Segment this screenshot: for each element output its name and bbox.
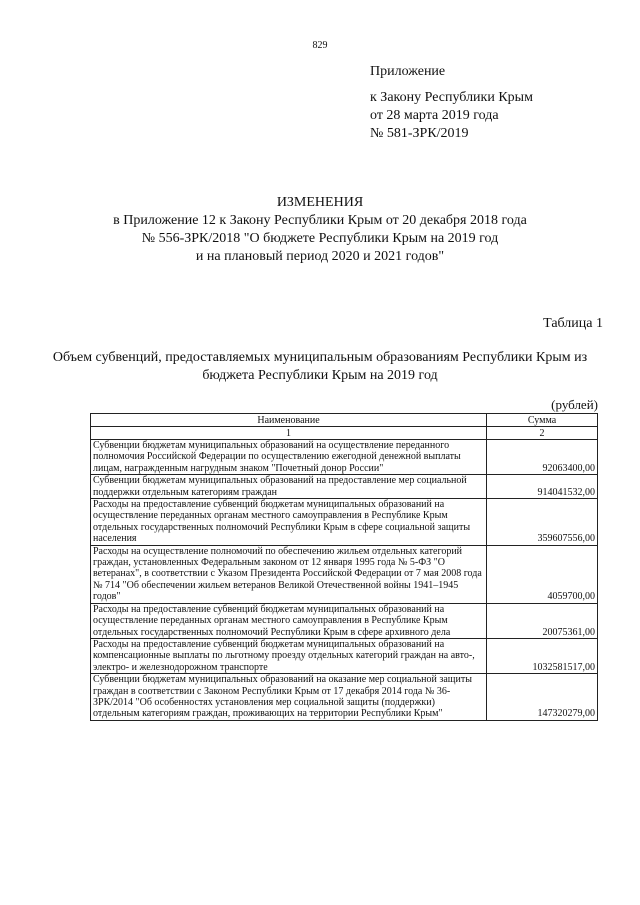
row-name: Расходы на предоставление субвенций бюджетам муниципальных образований на осуществление переданных органам местного самоуправления в Республике Крым отдельных государственных полномочий Республики Крым в сфере архивного дела (91, 603, 487, 638)
table-row (91, 440, 598, 475)
row-name: Субвенции бюджетам муниципальных образований на осуществление переданного полномочия Российской Федерации по осуществлению ежегодной денежной выплаты лицам, награжденным нагрудным знаком "Почетный донор России" (91, 440, 487, 475)
row-name: Расходы на предоставление субвенций бюджетам муниципальных образований на компенсационные выплаты по льготному проезду отдельных категорий граждан на авто-, электро- и железнодорожном транспорте (91, 638, 487, 673)
table-row (91, 638, 598, 673)
row-amount: 20075361,00 (487, 603, 598, 638)
column-number: 2 (487, 427, 598, 440)
table-row (91, 603, 598, 638)
appendix-details (370, 89, 533, 143)
appendix-line: от 28 марта 2019 года (370, 108, 499, 123)
column-number: 1 (91, 427, 487, 440)
appendix-title: Приложение (370, 64, 446, 79)
units-label: (рублей) (551, 397, 598, 412)
column-header-amount: Сумма (487, 414, 598, 427)
changes-title-line: ИЗМЕНЕНИЯ (276, 195, 364, 210)
row-amount: 359607556,00 (487, 499, 598, 546)
changes-title-line: и на плановый период 2020 и 2021 годов" (195, 249, 445, 264)
table-row (91, 545, 598, 603)
appendix-line: к Закону Республики Крым (370, 90, 533, 105)
column-number-row (91, 427, 598, 440)
row-name: Расходы на осуществление полномочий по обеспечению жильем отдельных категорий граждан, установленных Федеральным законом от 12 января 1995 года № 5-ФЗ "О ветеранах", в соответствии с Указом Президента Российской Федерации от 7 мая 2008 года № 714 "Об обеспечении жильем ветеранов Великой Отечественной войны 1941–1945 годов" (91, 545, 487, 603)
table-row (91, 674, 598, 721)
column-header-name: Наименование (91, 414, 487, 427)
row-name: Расходы на предоставление субвенций бюджетам муниципальных образований на осуществление переданных органам местного самоуправления в Республике Крым отдельных государственных полномочий Республики Крым в сфере социальной защиты населения (91, 499, 487, 546)
table-header-row (91, 414, 598, 427)
table-row (91, 499, 598, 546)
row-amount: 914041532,00 (487, 475, 598, 499)
appendix-line: № 581-ЗРК/2019 (370, 126, 469, 141)
changes-title (40, 194, 600, 266)
changes-title-line: в Приложение 12 к Закону Республики Крым от 20 декабря 2018 года (113, 213, 527, 228)
row-amount: 1032581517,00 (487, 638, 598, 673)
row-amount: 4059700,00 (487, 545, 598, 603)
table-row (91, 475, 598, 499)
table-label: Таблица 1 (543, 316, 603, 331)
row-amount: 92063400,00 (487, 440, 598, 475)
page-number: 829 (312, 40, 328, 51)
row-name: Субвенции бюджетам муниципальных образований на оказание мер социальной защиты граждан в соответствии с Законом Республики Крым от 17 декабря 2014 года № 36-ЗРК/2014 "Об особенностях установления мер социальной защиты (поддержки) отдельным категориям граждан, проживающих на территории Республики Крым" (91, 674, 487, 721)
changes-title-line: № 556-ЗРК/2018 "О бюджете Республики Крым на 2019 год (141, 231, 499, 246)
subventions-table (90, 413, 598, 721)
table-caption: Объем субвенций, предоставляемых муниципальным образованиям Республики Крым из бюджета Республики Крым на 2019 год (52, 350, 588, 383)
row-amount: 147320279,00 (487, 674, 598, 721)
row-name: Субвенции бюджетам муниципальных образований на предоставление мер социальной поддержки отдельным категориям граждан (91, 475, 487, 499)
